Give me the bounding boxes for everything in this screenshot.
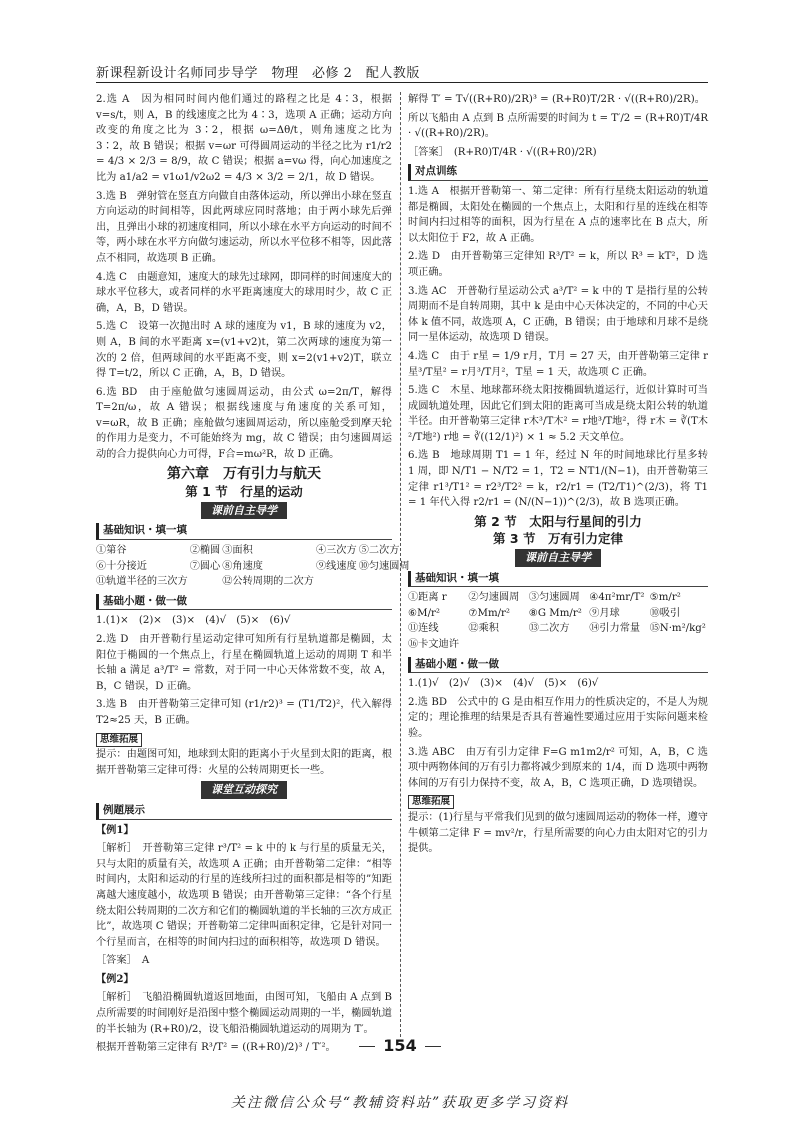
quiz-answer-3: 3.选 B 由开普勒第三定律可知 (r1/r2)³ = (T1/T2)²，代入解得 T2≈25 天，B 正确。 bbox=[96, 699, 392, 726]
fill-item: ⑥M/r² bbox=[408, 607, 440, 619]
example-label: 【例2】 bbox=[96, 972, 134, 985]
fill-item: ⑨月球 bbox=[589, 607, 620, 619]
subsection-heading: 基础知识・填一填 bbox=[408, 571, 708, 588]
fill-item: ③面积 bbox=[222, 545, 253, 557]
training-answer-1: 1.选 A 根据开普勒第一、第二定律：所有行星绕太阳运动的轨道都是椭圆，太阳处在椭圆的一个焦点上，太阳和行星的连线在相等时间内扫过相等的面积，因为行星在 A 点的速率比在 B 点大，所以太阳位于 F2，故 A 正确。 bbox=[408, 185, 708, 244]
fill-answers bbox=[408, 590, 708, 652]
fill-item: ⑬二次方 bbox=[528, 623, 570, 635]
section-title: 第 3 节 万有引力定律 bbox=[493, 531, 623, 547]
subsection-heading: 基础小题・做一做 bbox=[96, 594, 392, 611]
think-tag bbox=[408, 794, 708, 810]
banner bbox=[408, 549, 708, 567]
example-answer: ［答案］ A bbox=[96, 955, 150, 967]
fill-item: ⑩吸引 bbox=[649, 607, 681, 619]
fill-item: ⑧G Mm/r² bbox=[528, 607, 582, 619]
training-answer-3: 3.选 AC 开普勒行星运动公式 a³/T² = k 中的 T 是指行星的公转周期而不是自转周期，其中 k 是由中心天体决定的，不同的中心天体 k 值不同，故选项 A，C 正确，B 错误；由于地球和月球不是绕同一星体运动，故选项 D 错误。 bbox=[408, 285, 708, 344]
subsection-heading: 对点训练 bbox=[408, 164, 708, 181]
answer-2: 2.选 A 因为相同时间内他们通过的路程之比是 4∶3，根据 v=s/t，则 A，B 的线速度之比为 4∶3，选项 A 正确；运动方向改变的角度之比为 3∶2，根据 ω=Δθ/t，则角速度之比为 3∶2，故 B 错误；根据 v=ωr 可得圆周运动的半径之比为 r1/r2 = 4/3 × 2/3 = 8/9，故 C 错误；根据 a=vω 得，向心加速度之比为 a1/a2 = v1ω1/v2ω2 = 4/3 × 3/2 = 2/1，故 D 错误。 bbox=[96, 94, 392, 183]
think-label: 思维拓展 bbox=[96, 733, 142, 747]
fill-item: ⑨线速度 bbox=[315, 560, 357, 572]
banner-label: 课前自主导学 bbox=[515, 549, 601, 567]
fill-item: ⑥十分接近 bbox=[96, 560, 147, 572]
right-column bbox=[408, 92, 708, 860]
fill-item: ②椭圆 bbox=[189, 545, 221, 557]
think-text: 提示：由题图可知，地球到太阳的距离小于火星到太阳的距离，根据开普勒第三定律可得：火星的公转周期更长一些。 bbox=[96, 749, 392, 776]
subsection-heading: 例题展示 bbox=[96, 803, 392, 820]
training-answer-2: 2.选 D 由开普勒第三定律知 R³/T² = k，所以 R³ = kT²，D 选项正确。 bbox=[408, 251, 708, 278]
training-answer-4: 4.选 C 由于 r星 = 1/9 r月，T月 = 27 天，由开普勒第三定律 r星³/T星² = r月³/T月²，T星 = 1 天，故选项 C 正确。 bbox=[408, 350, 708, 378]
fill-item: ⑧角速度 bbox=[222, 560, 263, 572]
fill-item: ①距离 r bbox=[408, 592, 447, 604]
subsection-heading: 基础小题・做一做 bbox=[408, 657, 708, 674]
fill-item: ⑪轨道半径的三次方 bbox=[96, 576, 188, 588]
footer-note: 关注微信公众号“教辅资料站”获取更多学习资料 bbox=[230, 1095, 570, 1111]
think-tag bbox=[96, 732, 392, 748]
example-analysis: ［解析］ 开普勒第三定律 r³/T² = k 中的 k 与行星的质量无关，只与太阳的质量有关，故选项 A 正确；由开普勒第二定律：“相等时间内，太阳和运动的行星的连线所扫过的面积都是相等的”知距离越大速度越小，故选项 B 错误；由开普勒第三定律：“各个行星绕太阳公转周期的二次方和它们的椭圆轨道的半长轴的三次方成正比”，故选项 C 错误；开普勒第二定律叫面积定律，它是针对同一个行星而言，在相等的时间内扫过的面积相等，故选项 D 错误。 bbox=[96, 843, 392, 948]
column-divider bbox=[400, 92, 401, 1037]
answer-5: 5.选 C 设第一次抛出时 A 球的速度为 v1，B 球的速度为 v2，则 A，B 间的水平距离 x=(v1+v2)t，第二次两球的速度为第一次的 2 倍，但两球间的水平距离不变，则 x=2(v1+v2)T，联立得 T=t/2，所以 C 正确，A，B，D 错误。 bbox=[96, 321, 392, 380]
subsection-heading: 基础知识・填一填 bbox=[96, 523, 392, 540]
header-rule bbox=[96, 82, 708, 83]
fill-item bbox=[190, 574, 221, 590]
example-analysis: ［解析］ 飞船沿椭圆轨道返回地面，由图可知，飞船由 A 点到 B 点所需要的时间刚好是沿图中整个椭圆运动周期的一半，椭圆轨道的半长轴为 (R+R0)/2，设飞船沿椭圆轨道运动的周期为 T′。 bbox=[96, 992, 392, 1035]
fill-item: ⑦圆心 bbox=[189, 560, 221, 572]
page-number-label: 154 bbox=[383, 1036, 417, 1055]
answer-4: 4.选 C 由题意知，速度大的球先过球网，即同样的时间速度大的球水平位移大，或者同样的水平距离速度大的球用时少，故 C 正确，A，B，D 错误。 bbox=[96, 271, 392, 314]
example-solution-cont: 所以飞船由 A 点到 B 点所需要的时间为 t = T′/2 = (R+R0)T/4R · √((R+R0)/2R)。 bbox=[408, 112, 708, 140]
fill-item: ⑭引力常量 bbox=[589, 623, 641, 635]
fill-item: ③匀速圆周 bbox=[528, 592, 580, 604]
fill-item: ⑩匀速圆周 bbox=[358, 560, 410, 572]
answer-6: 6.选 BD 由于座舱做匀速圆周运动，由公式 ω=2π/T，解得 T=2π/ω，故 A 错误；根据线速度与角速度的关系可知，v=ωR，故 B 正确；座舱做匀速圆周运动，所以座舱受到摩天轮的作用力是变力，不可能始终为 mg，故 C 错误；由匀速圆周运动的合力提供向心力可得，F合=mω²R，故 D 正确。 bbox=[96, 386, 392, 461]
fill-item: ⑯卡文迪许 bbox=[408, 639, 459, 650]
example-answer: ［答案］ (R+R0)T/4R · √((R+R0)/2R) bbox=[408, 146, 597, 158]
section-title: 第 1 节 行星的运动 bbox=[185, 484, 303, 500]
example-analysis-cont: 根据开普勒第三定律有 R³/T² = ((R+R0)/2)³ / T′²。 bbox=[96, 1042, 336, 1054]
fill-item: ⑫公转周期的二次方 bbox=[222, 576, 314, 588]
quiz-answer-1: 1.(1)× (2)× (3)× (4)√ (5)× (6)√ bbox=[96, 615, 291, 627]
fill-item: ⑦Mm/r² bbox=[468, 607, 511, 619]
quiz-answer-3: 3.选 ABC 由万有引力定律 F=G m1m2/r² 可知，A，B，C 选项中两物体间的万有引力都将减少到原来的 1/4，而 D 选项中两物体间的万有引力保持不变，故 A，B，C 选项正确，D 选项错误。 bbox=[408, 746, 708, 789]
fill-item: ⑮N·m²/kg² bbox=[649, 623, 706, 635]
fill-answers bbox=[96, 543, 410, 590]
fill-item: ④4π²mr/T² bbox=[589, 592, 645, 604]
fill-item: ⑫乘积 bbox=[468, 623, 499, 635]
fill-item: ⑤二次方 bbox=[358, 545, 400, 557]
think-text: 提示：(1)行星与平常我们见到的做匀速圆周运动的物体一样，遵守牛顿第二定律 F = mv²/r，行星所需要的向心力由太阳对它的引力提供。 bbox=[408, 811, 708, 855]
banner-label: 课堂互动探究 bbox=[201, 781, 287, 799]
banner bbox=[96, 781, 392, 799]
fill-item: ⑪连线 bbox=[408, 623, 439, 635]
example-label: 【例1】 bbox=[96, 823, 134, 836]
fill-item: ⑤m/r² bbox=[649, 592, 681, 604]
running-header: 新课程新设计名师同步导学 物理 必修 2 配人教版 bbox=[96, 66, 420, 81]
quiz-answer-2: 2.选 BD 公式中的 G 是由相互作用力的性质决定的，不是人为规定的；理论推理的结果是否具有普遍性要通过应用于实际问题来检验。 bbox=[408, 696, 708, 739]
quiz-answer-2: 2.选 D 由开普勒行星运动定律可知所有行星轨道都是椭圆，太阳位于椭圆的一个焦点上，行星在椭圆轨道上运动的周期 T 和半长轴 a 满足 a³/T² = 常数，对于同一中心天体常数不变，故 A，B，C 错误，D 正确。 bbox=[96, 634, 392, 692]
fill-item: ②匀速圆周 bbox=[468, 592, 520, 604]
answer-3: 3.选 B 弹射管在竖直方向做自由落体运动，所以弹出小球在竖直方向运动的时间相等，因此两球应同时落地；由于两小球先后弹出，且弹出小球的初速度相同，所以小球在水平方向运动的时间不等，两小球在水平方向做匀速运动，所以水平位移不相等，因此落点不相同，故选项 B 正确。 bbox=[96, 190, 392, 264]
banner-label: 课前自主导学 bbox=[201, 502, 287, 520]
training-answer-5: 5.选 C 木星、地球都环绕太阳按椭圆轨道运行，近似计算时可当成圆轨道处理，因此它们到太阳的距离可当成是绕太阳公转的轨道半径。由开普勒第三定律 r木³/T木² = r地³/T地²，得 r木 = ∛(T木²/T地²) r地 = ∛((12/1)²) × 1 ≈ 5.2 天文单位。 bbox=[408, 385, 708, 443]
fill-item: ④三次方 bbox=[315, 545, 357, 557]
training-answer-6: 6.选 B 地球周期 T1 = 1 年，经过 N 年的时间地球比行星多转 1 周，即 N/T1 − N/T2 = 1，T2 = NT1/(N−1)，由开普勒第三定律 r1³/T1² = r2³/T2² = k，r2/r1 = (T2/T1)^(2/3)，将 T1 = 1 年代入得 r2/r1 = (N/(N−1))^(2/3)，故 B 选项正确。 bbox=[408, 450, 708, 509]
fill-item: ①第谷 bbox=[96, 545, 127, 557]
quiz-answer-1: 1.(1)√ (2)√ (3)× (4)√ (5)× (6)√ bbox=[408, 678, 599, 690]
page-number bbox=[0, 1036, 800, 1055]
example-solution: 解得 T′ = T√((R+R0)/2R)³ = (R+R0)T/2R · √((R+R0)/2R)。 bbox=[408, 94, 705, 105]
section-title: 第 2 节 太阳与行星间的引力 bbox=[474, 513, 642, 529]
think-label: 思维拓展 bbox=[408, 795, 454, 809]
chapter-title: 第六章 万有引力与航天 bbox=[167, 465, 321, 482]
banner bbox=[96, 502, 392, 520]
